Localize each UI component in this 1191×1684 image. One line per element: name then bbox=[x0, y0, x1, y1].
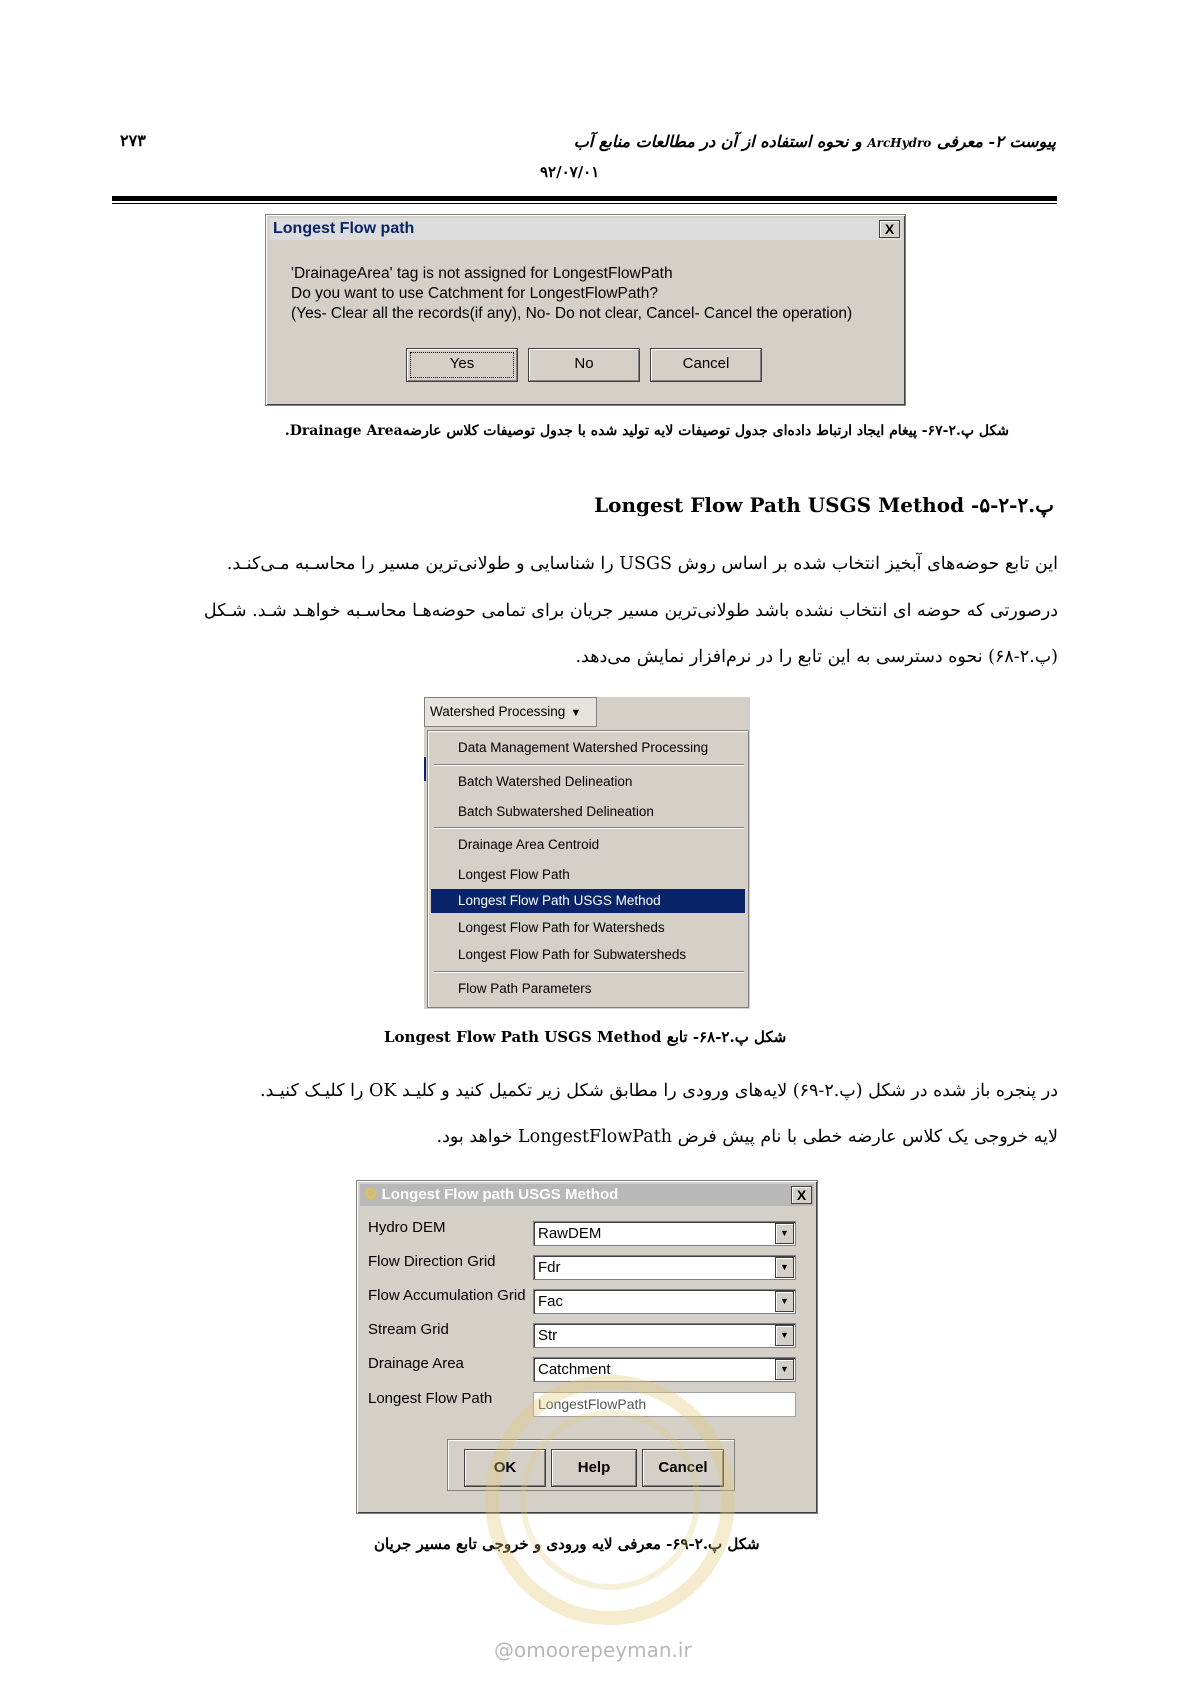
longest-flow-path-dialog bbox=[265, 214, 906, 406]
dialog-title-bar bbox=[360, 1184, 814, 1206]
chevron-down-icon[interactable]: ▼ bbox=[775, 1257, 794, 1278]
help-button[interactable]: Help bbox=[551, 1449, 637, 1487]
app-icon: ⚙ bbox=[364, 1186, 378, 1203]
menu-focus-edge bbox=[424, 757, 426, 781]
watermark-domain: omoorepeyman.ir bbox=[514, 1638, 692, 1662]
flow-direction-value: Fdr bbox=[538, 1259, 561, 1276]
figure-caption-68: شکل پ.۲-۶۸- تابع Longest Flow Path USGS Method bbox=[384, 1028, 787, 1046]
chevron-down-icon[interactable]: ▼ bbox=[775, 1359, 794, 1380]
flow-accumulation-value: Fac bbox=[538, 1293, 564, 1310]
ok-button[interactable]: OK bbox=[464, 1449, 546, 1487]
header-title-part2: و نحوه استفاده از آن در مطالعات منابع آب bbox=[573, 132, 862, 151]
chevron-down-icon[interactable]: ▼ bbox=[775, 1291, 794, 1312]
no-button[interactable]: No bbox=[528, 348, 640, 382]
drainage-area-value: Catchment bbox=[538, 1361, 611, 1378]
menu-item-batch-subwatershed[interactable]: Batch Subwatershed Delineation bbox=[458, 804, 654, 819]
dialog-title-bar bbox=[269, 218, 902, 240]
menu-item-longest-flow-path-subwatersheds[interactable]: Longest Flow Path for Subwatersheds bbox=[458, 947, 687, 962]
watermark-text bbox=[494, 1638, 692, 1662]
close-icon[interactable]: X bbox=[791, 1186, 812, 1204]
at-icon: @ bbox=[494, 1638, 514, 1662]
header-title-latin: ArcHydro bbox=[867, 136, 932, 150]
menu-item-longest-flow-path[interactable]: Longest Flow Path bbox=[458, 867, 570, 882]
dialog-message-line: 'DrainageArea' tag is not assigned for LongestFlowPath bbox=[291, 265, 673, 282]
watermark-seal-inner bbox=[520, 1410, 700, 1590]
flow-direction-label: Flow Direction Grid bbox=[368, 1253, 496, 1270]
page-number: ۲۷۳ bbox=[120, 131, 146, 150]
figure-caption-69: شکل پ.۲-۶۹- معرفی لایه ورودی و خروجی تابع مسیر جریان bbox=[374, 1535, 760, 1553]
paragraph-line: لایه خروجی یک کلاس عارضه خطی با نام پیش فرض LongestFlowPath خواهد بود. bbox=[436, 1127, 1058, 1147]
menu-item-longest-flow-path-usgs[interactable]: Longest Flow Path USGS Method bbox=[431, 889, 745, 913]
menu-item-drainage-area-centroid[interactable]: Drainage Area Centroid bbox=[458, 837, 600, 852]
dialog-message-line: Do you want to use Catchment for LongestFlowPath? bbox=[291, 285, 659, 302]
flow-accumulation-select[interactable] bbox=[533, 1289, 796, 1314]
dialog-title: Longest Flow path USGS Method bbox=[381, 1186, 619, 1203]
watershed-processing-menu bbox=[424, 697, 750, 1009]
header-rule bbox=[112, 196, 1057, 201]
stream-grid-value: Str bbox=[538, 1327, 558, 1344]
figure-caption-67: شکل پ.۲-۶۷- پیغام ایجاد ارتباط داده‌ای جدول توصیفات لایه تولید شده با جدول توصیفات کلاس عارضهDrainage Area. bbox=[284, 423, 1009, 439]
hydro-dem-value: RawDEM bbox=[538, 1225, 602, 1242]
drainage-area-select[interactable] bbox=[533, 1357, 796, 1382]
hydro-dem-select[interactable] bbox=[533, 1221, 796, 1246]
longest-flow-path-label: Longest Flow Path bbox=[368, 1390, 493, 1407]
chevron-down-icon[interactable]: ▼ bbox=[775, 1325, 794, 1346]
running-header-title bbox=[574, 132, 1056, 151]
chevron-down-icon[interactable]: ▼ bbox=[775, 1223, 794, 1244]
flow-accumulation-label: Flow Accumulation Grid bbox=[368, 1287, 526, 1304]
dialog-message-line: (Yes- Clear all the records(if any), No- Do not clear, Cancel- Cancel the operation) bbox=[291, 305, 853, 322]
menu-item-data-management[interactable]: Data Management Watershed Processing bbox=[458, 740, 709, 755]
dialog-title: Longest Flow path bbox=[273, 220, 415, 237]
menu-item-flow-path-parameters[interactable]: Flow Path Parameters bbox=[458, 981, 592, 996]
header-rule-thin bbox=[112, 203, 1057, 204]
paragraph-line: این تابع حوضه‌های آبخیز انتخاب شده بر اساس روش USGS را شناسایی و طولانی‌ترین مسیر را محاسـبه مـی‌کنـد. bbox=[226, 554, 1058, 574]
menu-item-longest-flow-path-watersheds[interactable]: Longest Flow Path for Watersheds bbox=[458, 920, 665, 935]
paragraph-line: (پ.۲-۶۸) نحوه دسترسی به این تابع را در نرم‌افزار نمایش می‌دهد. bbox=[575, 647, 1058, 667]
flow-direction-select[interactable] bbox=[533, 1255, 796, 1280]
paragraph-line: در پنجره باز شده در شکل (پ.۲-۶۹) لایه‌های ورودی را مطابق شکل زیر تکمیل کنید و کلیـد OK را کلیـک کنیـد. bbox=[260, 1081, 1058, 1101]
menu-separator bbox=[434, 764, 744, 766]
dropdown-menu bbox=[427, 730, 749, 1008]
drainage-area-label: Drainage Area bbox=[368, 1355, 464, 1372]
cancel-button[interactable]: Cancel bbox=[642, 1449, 724, 1487]
stream-grid-select[interactable] bbox=[533, 1323, 796, 1348]
close-icon[interactable]: X bbox=[879, 220, 900, 238]
section-heading: پ.۲-۲-۵- Longest Flow Path USGS Method bbox=[594, 493, 1054, 517]
chevron-down-icon: ▼ bbox=[570, 707, 582, 719]
menu-separator bbox=[434, 827, 744, 829]
paragraph-line: درصورتی که حوضه ای انتخاب نشده باشد طولانی‌ترین مسیر جریان برای تمامی حوضه‌هـا محاسـبه خواهـد شـد. شـکل bbox=[203, 601, 1058, 621]
hydro-dem-label: Hydro DEM bbox=[368, 1219, 446, 1236]
yes-button[interactable]: Yes bbox=[406, 348, 518, 382]
longest-flow-path-input[interactable]: LongestFlowPath bbox=[533, 1392, 796, 1417]
menu-bar-label: Watershed Processing bbox=[430, 704, 566, 719]
menu-separator bbox=[434, 971, 744, 973]
header-title-part1: پیوست ۲- معرفی bbox=[936, 132, 1056, 151]
cancel-button[interactable]: Cancel bbox=[650, 348, 762, 382]
menu-item-batch-watershed[interactable]: Batch Watershed Delineation bbox=[458, 774, 633, 789]
stream-grid-label: Stream Grid bbox=[368, 1321, 449, 1338]
menu-bar-button[interactable] bbox=[424, 697, 597, 727]
header-date: ۹۲/۰۷/۰۱ bbox=[540, 163, 600, 181]
